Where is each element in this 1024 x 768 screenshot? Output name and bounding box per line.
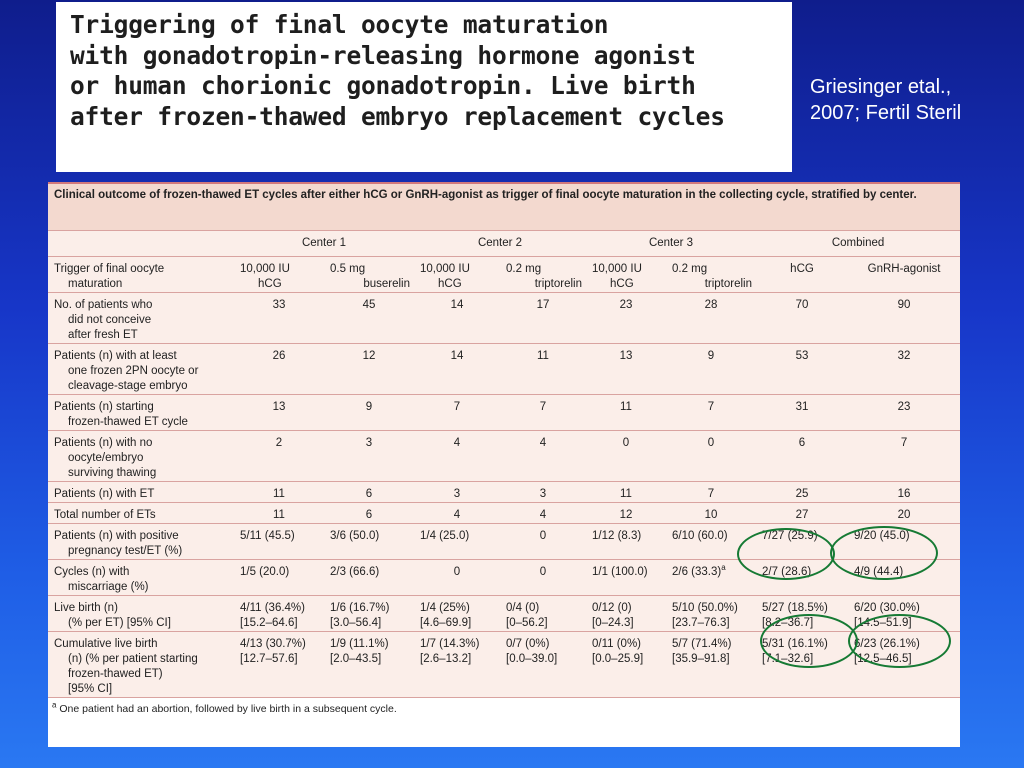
row-label-line: (n) (% per patient starting [68,653,198,665]
table-cell [500,524,586,560]
cell-value: 11 [537,350,549,362]
row-label [48,560,234,596]
footnote-marker: a [52,700,57,710]
table-cell [848,482,960,503]
row-label-line: frozen-thawed ET) [68,668,163,680]
footnote-marker: a [721,563,726,573]
table-row [48,524,960,560]
table-row [48,482,960,503]
table-cell [500,344,586,395]
cell-ci: [4.6–69.9] [420,617,472,629]
cell-value: 11 [620,488,632,500]
cell-ci: [0.0–25.9] [592,653,644,665]
trigger-cell-line: 10,000 IU [420,263,470,275]
table-cell [666,632,756,698]
table-cell [586,596,666,632]
table-cell [848,344,960,395]
cell-value: 5/10 (50.0%) [672,602,738,614]
table-cell [848,632,960,698]
table-cell [666,482,756,503]
cell-value: 26 [272,350,286,362]
cell-value: 11 [273,509,285,521]
trigger-cell [756,257,848,293]
trigger-cell [234,257,324,293]
cell-value: 4/11 (36.4%) [240,602,305,614]
cell-value: 4 [453,509,461,521]
cell-value: 4 [453,437,461,449]
table-cell [756,503,848,524]
trigger-cell-line: GnRH-agonist [867,263,941,275]
table-cell [586,524,666,560]
trigger-cell-line: hCG [258,278,282,290]
cell-value: 2 [275,437,283,449]
row-label-line: maturation [68,278,123,290]
cell-value: 6/10 (60.0) [672,530,728,542]
cell-value: 7 [453,401,461,413]
cell-value: 53 [795,350,809,362]
cell-value: 28 [704,299,718,311]
outcome-table [48,182,960,721]
footnote-row [48,698,960,722]
row-label-line: Patients (n) with at least [54,350,177,362]
table-cell [414,503,500,524]
table-cell [234,632,324,698]
cell-value: 7 [707,488,715,500]
table-row [48,344,960,395]
cell-value: 1/4 (25.0) [420,530,470,542]
cell-value: 0 [707,437,715,449]
cell-value: 5/27 (18.5%) [762,602,828,614]
table-cell [414,293,500,344]
table-cell [324,560,414,596]
cell-value: 9 [365,401,373,413]
table-cell [756,293,848,344]
row-label-line: Patients (n) with ET [54,488,155,500]
cell-value: 0 [453,566,461,578]
row-label-line: after fresh ET [68,329,138,341]
trigger-cell-line: hCG [610,278,634,290]
cell-value: 5/11 (45.5) [240,530,295,542]
cell-value: 12 [362,350,376,362]
table-cell [500,395,586,431]
trigger-row [48,257,960,293]
row-label [48,431,234,482]
cell-value: 11 [273,488,285,500]
row-label-line: Cycles (n) with [54,566,130,578]
table-cell [586,395,666,431]
cell-value: 2/7 (28.6) [762,566,812,578]
cell-value: 3/6 (50.0) [330,530,380,542]
trigger-cell-line: 0.5 mg [330,263,366,275]
table-cell [586,431,666,482]
cell-value: 1/9 (11.1%) [330,638,389,650]
cell-value: 0 [622,437,630,449]
table-cell [234,503,324,524]
cell-value: 31 [795,401,809,413]
cell-value: 1/12 (8.3) [592,530,642,542]
table-row [48,560,960,596]
table-row [48,293,960,344]
trigger-cell [324,257,414,293]
table-cell [324,395,414,431]
group-header: Center 2 [414,231,586,257]
table-cell [324,503,414,524]
cell-value: 9/20 (45.0) [854,530,910,542]
cell-value: 4/13 (30.7%) [240,638,306,650]
cell-value: 12 [619,509,633,521]
cell-value: 7 [900,437,908,449]
table-cell [500,503,586,524]
table-cell [500,632,586,698]
cell-value: 10 [704,509,718,521]
row-label-line: frozen-thawed ET cycle [68,416,188,428]
cell-ci: [0–56.2] [506,617,548,629]
cell-value: 7 [707,401,715,413]
table-cell [414,431,500,482]
cell-value: 1/5 (20.0) [240,566,290,578]
cell-value: 27 [795,509,809,521]
group-header: Center 3 [586,231,756,257]
cell-ci: [12.7–57.6] [240,653,298,665]
cell-value: 4/9 (44.4) [854,566,904,578]
cell-ci: [0.0–39.0] [506,653,558,665]
row-label-line: [95% CI] [68,683,113,695]
trigger-cell [500,257,586,293]
cell-value: 7/27 (25.9) [762,530,818,542]
cell-value: 20 [897,509,911,521]
table-cell [586,560,666,596]
cell-ci: [35.9–91.8] [672,653,730,665]
table-cell [666,596,756,632]
table-cell [324,596,414,632]
table-cell [500,431,586,482]
table-cell [848,293,960,344]
group-header-row [48,231,960,257]
row-label-line: oocyte/embryo [68,452,144,464]
table-cell [234,524,324,560]
cell-value: 6/20 (30.0%) [854,602,920,614]
cell-value: 70 [795,299,809,311]
table-cell [586,344,666,395]
table-cell [848,503,960,524]
trigger-cell-line: 10,000 IU [240,263,290,275]
cell-value: 17 [536,299,550,311]
cell-value: 90 [897,299,911,311]
slide-title-line: Triggering of final oocyte maturation [70,10,609,39]
header-corner [48,231,234,257]
cell-value: 0/11 (0%) [592,638,642,650]
row-label-line: Total number of ETs [54,509,156,521]
cell-value: 0 [539,566,547,578]
cell-value: 13 [272,401,286,413]
table-cell [414,482,500,503]
cell-value: 6 [798,437,806,449]
table-cell [500,560,586,596]
cell-value: 16 [897,488,911,500]
table-cell [324,293,414,344]
cell-value: 7 [539,401,547,413]
cell-ci: [7.1–32.6] [762,653,814,665]
cell-value: 0/4 (0) [506,602,540,614]
footnote-text: One patient had an abortion, followed by live birth in a subsequent cycle. [59,703,397,715]
cell-value: 0/12 (0) [592,602,632,614]
table-cell [666,431,756,482]
cell-value: 4 [539,509,547,521]
row-label-line: Trigger of final oocyte [54,263,165,275]
table-cell [848,560,960,596]
table-cell [234,596,324,632]
trigger-cell [848,257,960,293]
cell-ci: [12.5–46.5] [854,653,912,665]
table-cell [756,596,848,632]
table-cell [756,632,848,698]
cell-value: 6 [365,509,373,521]
table-cell [324,524,414,560]
cell-value: 3 [365,437,373,449]
slide-title-line: after frozen-thawed embryo replacement cycles [70,101,725,131]
table-cell [234,395,324,431]
row-label [48,596,234,632]
table-cell [234,344,324,395]
table-cell [324,632,414,698]
cell-value: 5/7 (71.4%) [672,638,732,650]
outcome-table-panel [48,182,960,747]
slide-title-line: with gonadotropin-releasing hormone agonist [70,40,696,70]
cell-ci: [15.2–64.6] [240,617,298,629]
trigger-cell [586,257,666,293]
cell-value: 5/31 (16.1%) [762,638,828,650]
cell-value: 0/7 (0%) [506,638,550,650]
trigger-cell-line: 0.2 mg [672,263,708,275]
cell-value: 1/4 (25%) [420,602,470,614]
row-label-line: Live birth (n) [54,602,118,614]
table-row [48,395,960,431]
row-label-line: one frozen 2PN oocyte or [68,365,199,377]
cell-value: 6 [365,488,373,500]
trigger-cell-line: hCG [790,263,814,275]
table-cell [666,503,756,524]
table-cell [756,482,848,503]
table-cell [756,395,848,431]
row-label [48,344,234,395]
table-cell [414,560,500,596]
trigger-cell-line: hCG [438,278,462,290]
cell-value: 1/1 (100.0) [592,566,648,578]
row-label-line: did not conceive [68,314,152,326]
table-cell [414,524,500,560]
slide-title-box [56,2,792,172]
table-cell [234,431,324,482]
citation [810,74,961,126]
table-caption-row [48,183,960,231]
group-header: Center 1 [234,231,414,257]
row-label [48,395,234,431]
table-row [48,596,960,632]
table-cell [500,596,586,632]
cell-ci: [2.0–43.5] [330,653,382,665]
cell-value: 32 [897,350,911,362]
citation-line: Griesinger etal., [810,76,952,98]
cell-value: 45 [362,299,376,311]
row-label-line: Cumulative live birth [54,638,158,650]
cell-ci: [23.7–76.3] [672,617,730,629]
row-label [48,524,234,560]
table-cell [586,632,666,698]
cell-value: 9 [707,350,715,362]
table-cell [848,395,960,431]
cell-value: 23 [619,299,633,311]
table-cell [666,560,756,596]
cell-value: 25 [795,488,809,500]
table-row [48,632,960,698]
table-cell [586,293,666,344]
table-cell [666,524,756,560]
cell-ci: [8.2–36.7] [762,617,814,629]
table-cell [234,482,324,503]
row-label-line: No. of patients who [54,299,153,311]
trigger-cell-line: triptorelin [534,278,582,290]
row-label [48,257,234,293]
group-header: Combined [756,231,960,257]
table-cell [324,344,414,395]
table-cell [756,560,848,596]
citation-line: 2007; Fertil Steril [810,102,962,124]
row-label-line: (% per ET) [95% CI] [68,617,171,629]
table-cell [848,524,960,560]
table-row [48,503,960,524]
row-label-line: cleavage-stage embryo [68,380,188,392]
row-label [48,632,234,698]
table-cell [848,596,960,632]
table-cell [756,524,848,560]
cell-value: 14 [450,350,464,362]
slide-title-line: or human chorionic gonadotropin. Live birth [70,71,696,100]
row-label [48,293,234,344]
cell-value: 3 [539,488,547,500]
row-label-line: surviving thawing [68,467,157,479]
table-cell [234,293,324,344]
table-cell [848,431,960,482]
row-label-line: Patients (n) with positive [54,530,179,542]
cell-ci: [3.0–56.4] [330,617,382,629]
table-cell [234,560,324,596]
cell-ci: [2.6–13.2] [420,653,472,665]
table-row [48,431,960,482]
table-cell [414,596,500,632]
table-cell [666,344,756,395]
table-cell [414,632,500,698]
table-cell [324,482,414,503]
table-cell [414,344,500,395]
cell-value: 2/3 (66.6) [330,566,380,578]
cell-value: 14 [450,299,464,311]
table-cell [500,482,586,503]
table-cell [666,395,756,431]
trigger-cell-line: triptorelin [704,278,752,290]
cell-value: 2/6 (33.3) [672,566,722,578]
cell-value: 23 [897,401,911,413]
cell-value: 13 [619,350,633,362]
trigger-cell-line: buserelin [363,278,410,290]
row-label-line: Patients (n) with no [54,437,153,449]
table-cell [586,482,666,503]
cell-value: 3 [453,488,461,500]
row-label [48,482,234,503]
table-cell [586,503,666,524]
cell-value: 11 [620,401,632,413]
cell-value: 4 [539,437,547,449]
cell-ci: [14.5–51.9] [854,617,912,629]
row-label-line: pregnancy test/ET (%) [68,545,183,557]
cell-value: 0 [539,530,547,542]
cell-value: 6/23 (26.1%) [854,638,920,650]
trigger-cell [414,257,500,293]
footnote [48,698,960,722]
trigger-cell-line: 0.2 mg [506,263,542,275]
cell-value: 33 [272,299,286,311]
cell-value: 1/6 (16.7%) [330,602,390,614]
row-label [48,503,234,524]
cell-ci: [0–24.3] [592,617,634,629]
table-cell [324,431,414,482]
table-cell [756,344,848,395]
trigger-cell [666,257,756,293]
table-caption: Clinical outcome of frozen-thawed ET cycles after either hCG or GnRH-agonist as trigger of final oocyte maturation in the collecting cycle, stratified by center. [48,183,960,231]
cell-value: 1/7 (14.3%) [420,638,480,650]
table-cell [500,293,586,344]
row-label-line: miscarriage (%) [68,581,149,593]
trigger-cell-line: 10,000 IU [592,263,642,275]
table-cell [414,395,500,431]
row-label-line: Patients (n) starting [54,401,154,413]
table-cell [756,431,848,482]
table-cell [666,293,756,344]
